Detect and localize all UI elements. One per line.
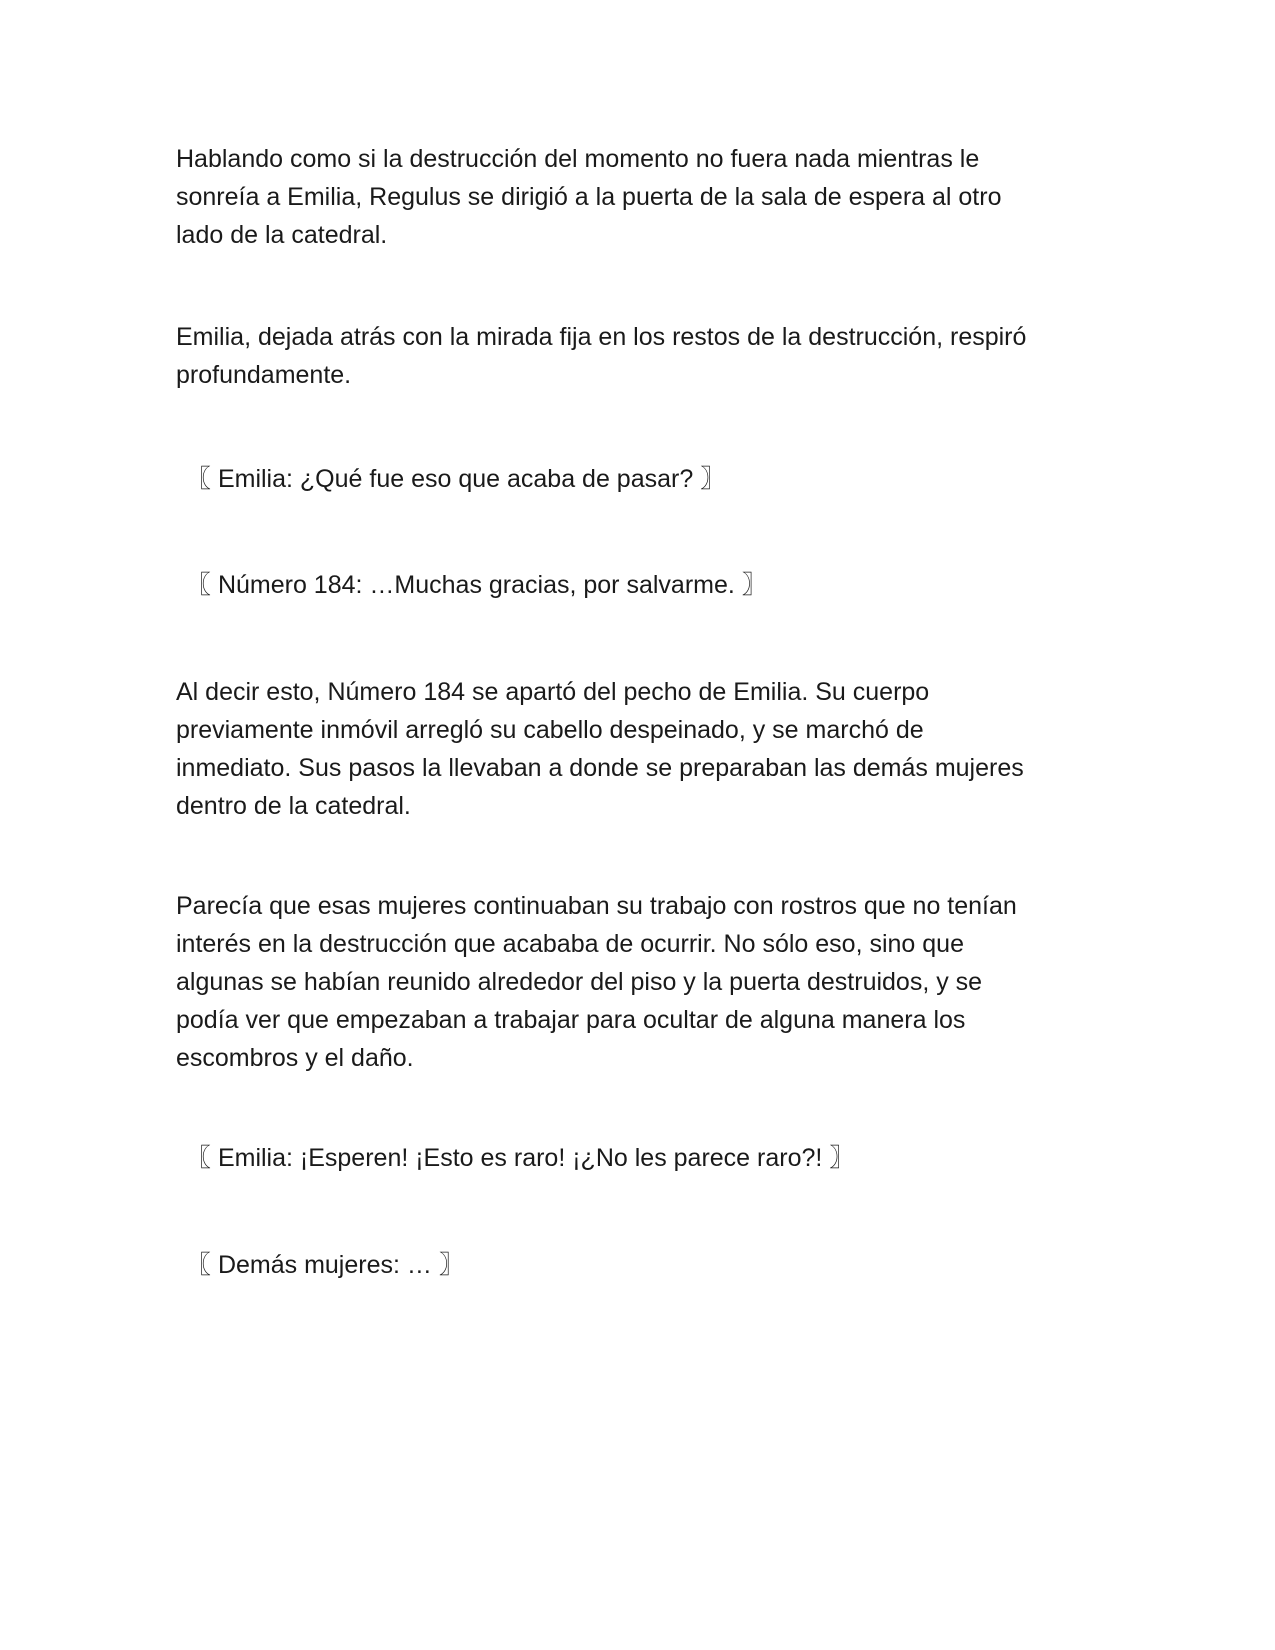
paragraph-numero-184-leaves	[176, 673, 1096, 825]
text-line: Emilia, dejada atrás con la mirada fija en los restos de la destrucción, respiró	[176, 323, 1027, 351]
dialogue-other-women: 〖 Demás mujeres: … 〗	[186, 1251, 464, 1279]
paragraph-emilia-breathes	[176, 318, 1096, 394]
dialogue-emilia-question: 〖 Emilia: ¿Qué fue eso que acaba de pasar? 〗	[186, 465, 726, 493]
text-line: sonreía a Emilia, Regulus se dirigió a la puerta de la sala de espera al otro	[176, 183, 1002, 211]
text-line: interés en la destrucción que acababa de ocurrir. No sólo eso, sino que	[176, 930, 964, 958]
paragraph-regulus-leaves	[176, 140, 1096, 254]
text-line: lado de la catedral.	[176, 221, 388, 249]
text-line: Al decir esto, Número 184 se apartó del pecho de Emilia. Su cuerpo	[176, 678, 930, 706]
dialogue-emilia-wait: 〖 Emilia: ¡Esperen! ¡Esto es raro! ¡¿No les parece raro?! 〗	[186, 1144, 855, 1172]
text-line: Parecía que esas mujeres continuaban su trabajo con rostros que no tenían	[176, 892, 1017, 920]
text-line: previamente inmóvil arregló su cabello despeinado, y se marchó de	[176, 716, 924, 744]
text-line: inmediato. Sus pasos la llevaban a donde se preparaban las demás mujeres	[176, 754, 1024, 782]
text-line: podía ver que empezaban a trabajar para ocultar de alguna manera los	[176, 1006, 966, 1034]
text-line: escombros y el daño.	[176, 1044, 414, 1072]
text-line: Hablando como si la destrucción del momento no fuera nada mientras le	[176, 145, 980, 173]
text-line: profundamente.	[176, 361, 352, 389]
text-line: dentro de la catedral.	[176, 792, 411, 820]
dialogue-numero-184-thanks: 〖 Número 184: …Muchas gracias, por salvarme. 〗	[186, 571, 767, 599]
text-line: algunas se habían reunido alrededor del piso y la puerta destruidos, y se	[176, 968, 983, 996]
paragraph-women-working	[176, 887, 1096, 1077]
